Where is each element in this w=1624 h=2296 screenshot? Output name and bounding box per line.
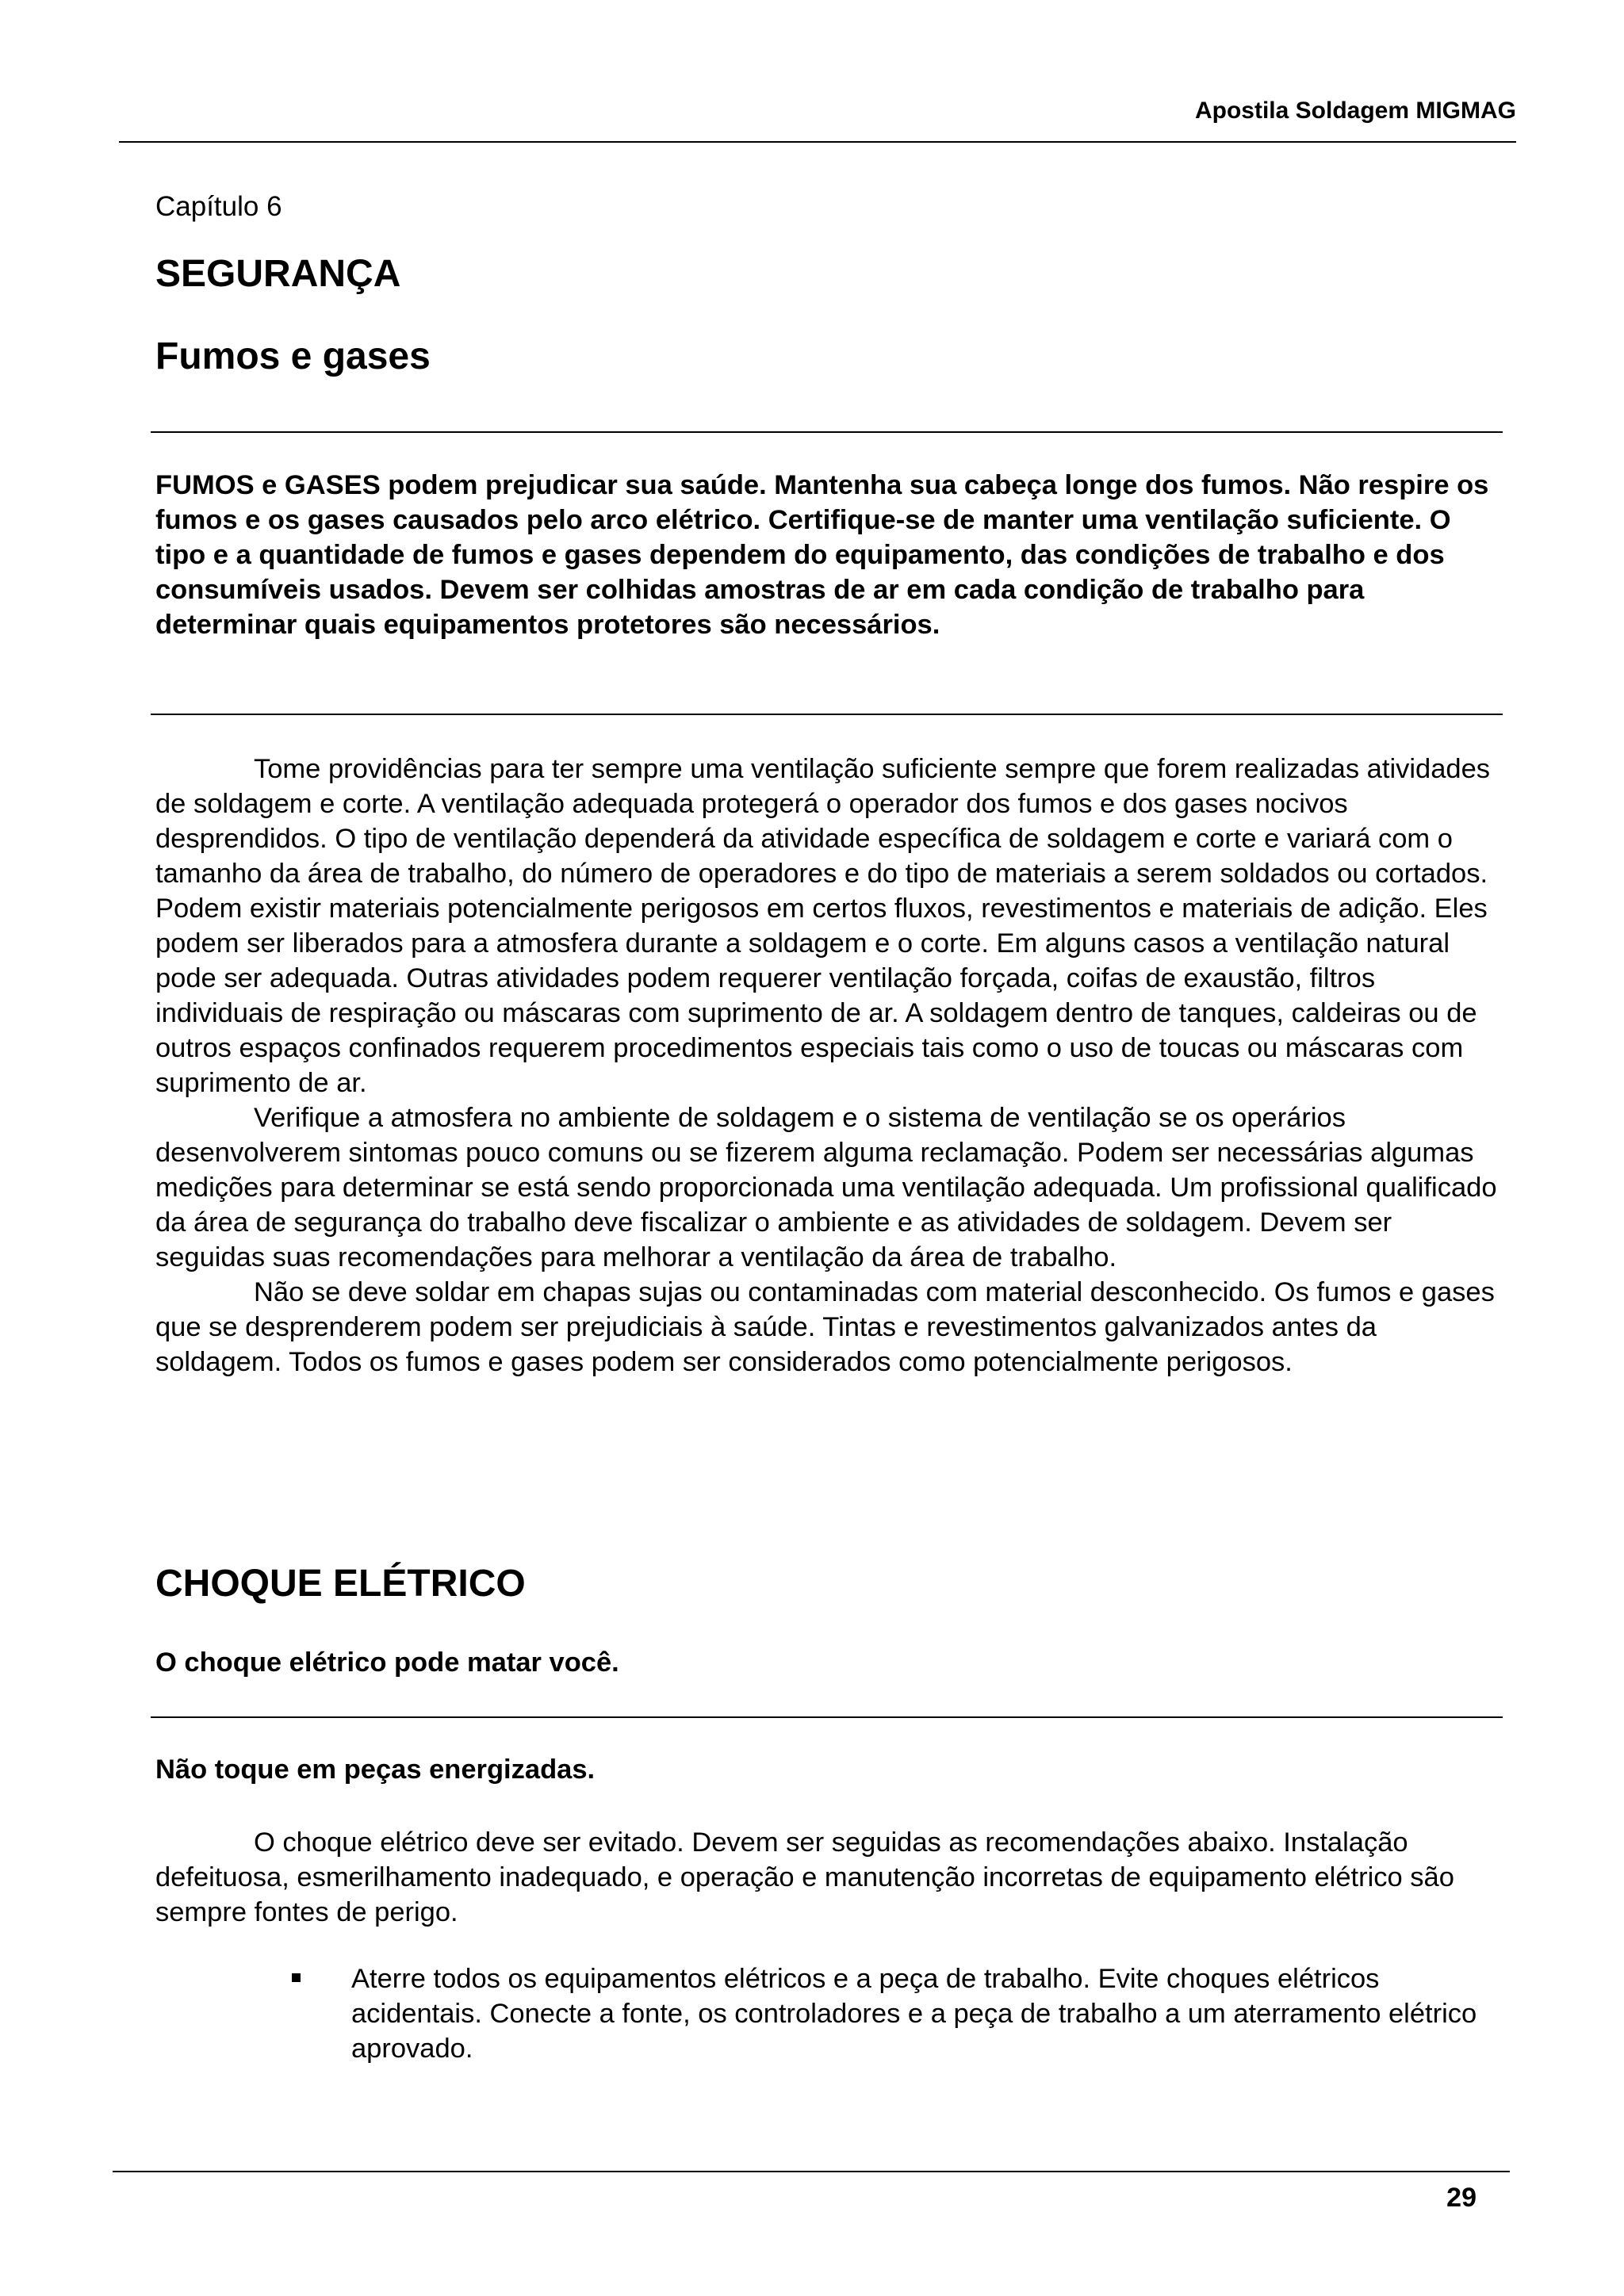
footer-rule <box>113 2171 1510 2172</box>
shock-bullet-list <box>292 1961 1501 2066</box>
shock-warning-rule <box>151 1716 1503 1718</box>
chapter-label: Capítulo 6 <box>155 191 282 222</box>
fumes-body <box>155 752 1503 1380</box>
list-item-text: Aterre todos os equipamentos elétricos e a peça de trabalho. Evite choques elétricos acidentais. Conecte a fonte, os controladores e a peça de trabalho a um aterramento elétrico aprovado. <box>351 1964 1477 2064</box>
section-title-fumes: Fumos e gases <box>155 335 431 377</box>
shock-note-text: Não toque em peças energizadas. <box>155 1755 596 1785</box>
chapter-title: SEGURANÇA <box>155 253 401 295</box>
shock-paragraph: O choque elétrico deve ser evitado. Devem ser seguidas as recomendações abaixo. Instalação defeituosa, esmerilhamento inadequado, e operação e manutenção incorretas de equipamento elétrico são sempre fontes de perigo. <box>155 1827 1454 1927</box>
header-rule <box>119 141 1516 143</box>
shock-body <box>155 1825 1503 1930</box>
warning-box-bottom-rule <box>151 714 1503 715</box>
fumes-paragraph: Não se deve soldar em chapas sujas ou contaminadas com material desconhecido. Os fumos e gases que se desprenderem podem ser prejudiciais à saúde. Tintas e revestimentos galvanizados antes da soldagem. Todos os fumos e gases podem ser considerados como potencialmente perigosos. <box>155 1277 1495 1377</box>
square-bullet-icon <box>292 1973 301 1982</box>
section-title-shock: CHOQUE ELÉTRICO <box>155 1563 526 1605</box>
page-number: 29 <box>1446 2183 1477 2213</box>
fumes-paragraph: Tome providências para ter sempre uma ventilação suficiente sempre que forem realizadas atividades de soldagem e corte. A ventilação adequada protegerá o operador dos fumos e dos gases nocivos desprendidos. O tipo de ventilação dependerá da atividade específica de soldagem e corte e variará com o tamanho da área de trabalho, do número de operadores e do tipo de materiais a serem soldados ou cortados. Podem existir materiais potencialmente perigosos em certos fluxos, revestimentos e materiais de adição. Eles podem ser liberados para a atmosfera durante a soldagem e o corte. Em alguns casos a ventilação natural pode ser adequada. Outras atividades podem requerer ventilação forçada, coifas de exaustão, filtros individuais de respiração ou máscaras com suprimento de ar. A soldagem dentro de tanques, caldeiras ou de outros espaços confinados requerem procedimentos especiais tais como o uso de toucas ou máscaras com suprimento de ar. <box>155 754 1491 1098</box>
running-header: Apostila Soldagem MIGMAG <box>1194 98 1516 124</box>
list-item <box>292 1961 1501 2066</box>
fumes-warning-text: FUMOS e GASES podem prejudicar sua saúde. Mantenha sua cabeça longe dos fumos. Não respire os fumos e os gases causados pelo arco elétrico. Certifique-se de manter uma ventilação suficiente. O tipo e a quantidade de fumos e gases dependem do equipamento, das condições de trabalho e dos consumíveis usados. Devem ser colhidas amostras de ar em cada condição de trabalho para determinar quais equipamentos protetores são necessários. <box>155 470 1489 640</box>
warning-box-top-rule <box>151 431 1503 433</box>
fumes-paragraph: Verifique a atmosfera no ambiente de soldagem e o sistema de ventilação se os operários desenvolverem sintomas pouco comuns ou se fizerem alguma reclamação. Podem ser necessárias algumas medições para determinar se está sendo proporcionada uma ventilação adequada. Um profissional qualificado da área de segurança do trabalho deve fiscalizar o ambiente e as atividades de soldagem. Devem ser seguidas suas recomendações para melhorar a ventilação da área de trabalho. <box>155 1103 1497 1272</box>
shock-warning-text: O choque elétrico pode matar você. <box>155 1647 619 1678</box>
